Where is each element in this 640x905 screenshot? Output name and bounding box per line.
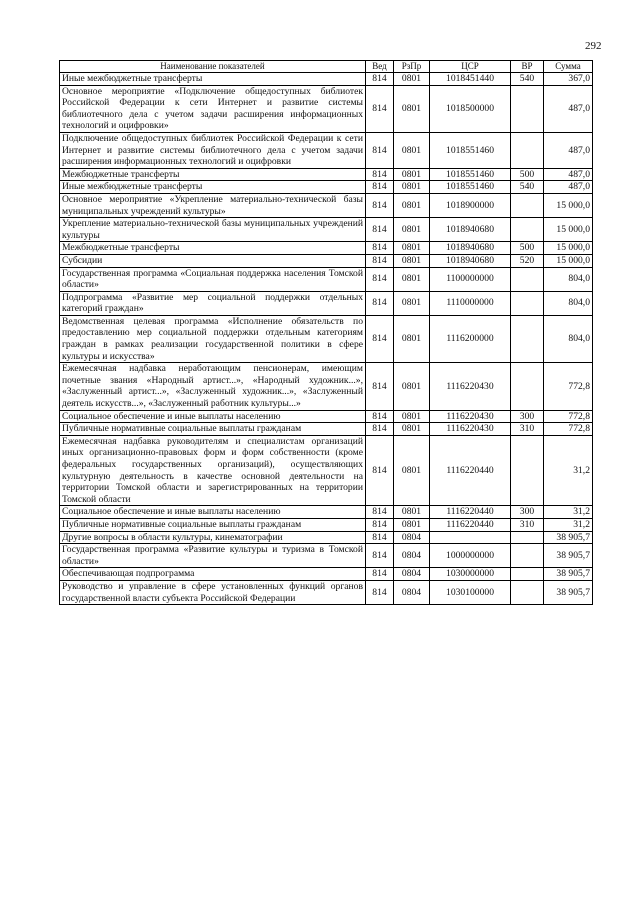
row-name: Основное мероприятие «Укрепление материально-технической базы муниципальных учреждений культуры» (60, 193, 366, 217)
row-sum: 38 905,7 (544, 544, 593, 568)
row-csr: 1018500000 (430, 85, 511, 132)
row-rzpr: 0804 (394, 531, 430, 544)
row-vr (511, 291, 544, 315)
row-name: Основное мероприятие «Подключение общедоступных библиотек Российской Федерации к сети Интернет и развитие системы библиотечного дела с учетом задачи расширения информационных технологий и оцифровки» (60, 85, 366, 132)
row-vr (511, 568, 544, 581)
row-vr: 520 (511, 254, 544, 267)
row-csr: 1018451440 (430, 73, 511, 86)
row-csr: 1018940680 (430, 254, 511, 267)
row-rzpr: 0801 (394, 181, 430, 194)
row-rzpr: 0801 (394, 85, 430, 132)
table-row (60, 568, 593, 581)
table-row (60, 132, 593, 168)
header-ved: Вед (366, 61, 394, 73)
row-rzpr: 0801 (394, 193, 430, 217)
row-ved: 814 (366, 132, 394, 168)
row-name: Публичные нормативные социальные выплаты гражданам (60, 423, 366, 436)
row-csr: 1116200000 (430, 315, 511, 362)
row-ved: 814 (366, 242, 394, 255)
row-csr: 1018551460 (430, 132, 511, 168)
row-sum: 487,0 (544, 168, 593, 181)
table-row (60, 410, 593, 423)
row-csr: 1018551460 (430, 181, 511, 194)
row-csr: 1116220430 (430, 410, 511, 423)
row-csr: 1030100000 (430, 580, 511, 604)
row-csr: 1116220440 (430, 518, 511, 531)
row-vr (511, 315, 544, 362)
row-csr: 1116220440 (430, 435, 511, 506)
row-rzpr: 0801 (394, 410, 430, 423)
table-row (60, 254, 593, 267)
row-csr: 1018940680 (430, 218, 511, 242)
row-vr: 310 (511, 423, 544, 436)
row-sum: 15 000,0 (544, 193, 593, 217)
row-sum: 15 000,0 (544, 242, 593, 255)
row-sum: 15 000,0 (544, 254, 593, 267)
row-rzpr: 0801 (394, 506, 430, 519)
row-vr (511, 544, 544, 568)
row-sum: 38 905,7 (544, 580, 593, 604)
row-vr: 540 (511, 73, 544, 86)
row-name: Обеспечивающая подпрограмма (60, 568, 366, 581)
table-row (60, 423, 593, 436)
row-vr (511, 132, 544, 168)
row-ved: 814 (366, 506, 394, 519)
row-sum: 38 905,7 (544, 531, 593, 544)
row-rzpr: 0801 (394, 73, 430, 86)
row-vr: 540 (511, 181, 544, 194)
row-sum: 31,2 (544, 435, 593, 506)
row-rzpr: 0801 (394, 218, 430, 242)
row-csr: 1116220430 (430, 423, 511, 436)
table-row (60, 580, 593, 604)
row-csr: 1018900000 (430, 193, 511, 217)
row-ved: 814 (366, 181, 394, 194)
row-ved: 814 (366, 254, 394, 267)
row-ved: 814 (366, 218, 394, 242)
row-ved: 814 (366, 363, 394, 410)
row-ved: 814 (366, 410, 394, 423)
row-name: Социальное обеспечение и иные выплаты населению (60, 506, 366, 519)
row-rzpr: 0804 (394, 544, 430, 568)
row-ved: 814 (366, 291, 394, 315)
row-name: Ежемесячная надбавка неработающим пенсионерам, имеющим почетные звания «Народный артист...», «Народный художник...», «Заслуженный артист...», «Заслуженный художник...», «Заслуженный деятель искусств...», «Заслуженный работник культуры...» (60, 363, 366, 410)
row-csr: 1018551460 (430, 168, 511, 181)
row-ved: 814 (366, 423, 394, 436)
row-ved: 814 (366, 267, 394, 291)
row-csr: 1116220430 (430, 363, 511, 410)
row-sum: 367,0 (544, 73, 593, 86)
row-ved: 814 (366, 85, 394, 132)
row-csr: 1030000000 (430, 568, 511, 581)
row-rzpr: 0801 (394, 435, 430, 506)
row-sum: 804,0 (544, 267, 593, 291)
row-vr: 300 (511, 506, 544, 519)
row-sum: 772,8 (544, 363, 593, 410)
row-name: Иные межбюджетные трансферты (60, 181, 366, 194)
row-sum: 31,2 (544, 518, 593, 531)
row-csr (430, 531, 511, 544)
row-sum: 31,2 (544, 506, 593, 519)
row-vr (511, 580, 544, 604)
row-sum: 487,0 (544, 132, 593, 168)
table-row (60, 291, 593, 315)
row-ved: 814 (366, 435, 394, 506)
row-vr (511, 193, 544, 217)
row-name: Ежемесячная надбавка руководителям и специалистам организаций иных организационно-правовых форм и форм собственности (кроме федеральных государственных организаций), осуществляющих культурную деятельность в качестве основной деятельности на территории Томской области и зарегистрированных на территории Томской области (60, 435, 366, 506)
header-rzpr: РзПр (394, 61, 430, 73)
row-rzpr: 0801 (394, 132, 430, 168)
row-sum: 804,0 (544, 315, 593, 362)
table-row (60, 315, 593, 362)
table-row (60, 242, 593, 255)
row-ved: 814 (366, 315, 394, 362)
row-sum: 804,0 (544, 291, 593, 315)
row-ved: 814 (366, 193, 394, 217)
row-ved: 814 (366, 568, 394, 581)
row-name: Подпрограмма «Развитие мер социальной поддержки отдельных категорий граждан» (60, 291, 366, 315)
table-row (60, 435, 593, 506)
table-row (60, 168, 593, 181)
table-header-row (60, 61, 593, 73)
row-sum: 38 905,7 (544, 568, 593, 581)
row-sum: 15 000,0 (544, 218, 593, 242)
row-vr: 310 (511, 518, 544, 531)
row-ved: 814 (366, 580, 394, 604)
row-ved: 814 (366, 518, 394, 531)
row-vr: 300 (511, 410, 544, 423)
table-row (60, 85, 593, 132)
row-vr (511, 531, 544, 544)
row-name: Другие вопросы в области культуры, кинематографии (60, 531, 366, 544)
row-rzpr: 0804 (394, 580, 430, 604)
row-name: Подключение общедоступных библиотек Российской Федерации к сети Интернет и развитие системы библиотечного дела с учетом задачи расширения информационных технологий и оцифровки (60, 132, 366, 168)
row-rzpr: 0801 (394, 168, 430, 181)
row-csr: 1000000000 (430, 544, 511, 568)
row-vr (511, 85, 544, 132)
row-name: Укрепление материально-технической базы муниципальных учреждений культуры (60, 218, 366, 242)
row-rzpr: 0801 (394, 291, 430, 315)
row-name: Государственная программа «Социальная поддержка населения Томской области» (60, 267, 366, 291)
header-csr: ЦСР (430, 61, 511, 73)
row-ved: 814 (366, 544, 394, 568)
row-rzpr: 0801 (394, 363, 430, 410)
table-row (60, 363, 593, 410)
header-name: Наименование показателей (60, 61, 366, 73)
table-row (60, 267, 593, 291)
row-csr: 1110000000 (430, 291, 511, 315)
row-name: Межбюджетные трансферты (60, 168, 366, 181)
header-vr: ВР (511, 61, 544, 73)
row-name: Ведомственная целевая программа «Исполнение обязательств по предоставлению мер социальной поддержки отдельным категориям граждан в рамках реализации государственной политики в сфере культуры и искусства» (60, 315, 366, 362)
page-number: 292 (585, 40, 602, 52)
row-csr: 1018940680 (430, 242, 511, 255)
row-ved: 814 (366, 168, 394, 181)
row-sum: 772,8 (544, 410, 593, 423)
table-row (60, 181, 593, 194)
row-csr: 1116220440 (430, 506, 511, 519)
table-row (60, 218, 593, 242)
row-rzpr: 0801 (394, 267, 430, 291)
table-row (60, 518, 593, 531)
row-rzpr: 0801 (394, 254, 430, 267)
row-vr (511, 267, 544, 291)
row-ved: 814 (366, 531, 394, 544)
row-name: Иные межбюджетные трансферты (60, 73, 366, 86)
row-rzpr: 0801 (394, 423, 430, 436)
row-vr (511, 363, 544, 410)
row-vr: 500 (511, 242, 544, 255)
row-sum: 487,0 (544, 85, 593, 132)
row-csr: 1100000000 (430, 267, 511, 291)
row-name: Субсидии (60, 254, 366, 267)
row-vr (511, 435, 544, 506)
row-name: Государственная программа «Развитие культуры и туризма в Томской области» (60, 544, 366, 568)
table-row (60, 73, 593, 86)
table-row (60, 506, 593, 519)
row-sum: 772,8 (544, 423, 593, 436)
row-name: Руководство и управление в сфере установленных функций органов государственной власти субъекта Российской Федерации (60, 580, 366, 604)
table-row (60, 193, 593, 217)
row-ved: 814 (366, 73, 394, 86)
row-rzpr: 0804 (394, 568, 430, 581)
row-rzpr: 0801 (394, 242, 430, 255)
row-sum: 487,0 (544, 181, 593, 194)
row-rzpr: 0801 (394, 315, 430, 362)
header-sum: Сумма (544, 61, 593, 73)
table-row (60, 531, 593, 544)
row-name: Социальное обеспечение и иные выплаты населению (60, 410, 366, 423)
row-name: Публичные нормативные социальные выплаты гражданам (60, 518, 366, 531)
row-name: Межбюджетные трансферты (60, 242, 366, 255)
budget-table (59, 60, 593, 605)
table-row (60, 544, 593, 568)
row-vr (511, 218, 544, 242)
row-vr: 500 (511, 168, 544, 181)
row-rzpr: 0801 (394, 518, 430, 531)
